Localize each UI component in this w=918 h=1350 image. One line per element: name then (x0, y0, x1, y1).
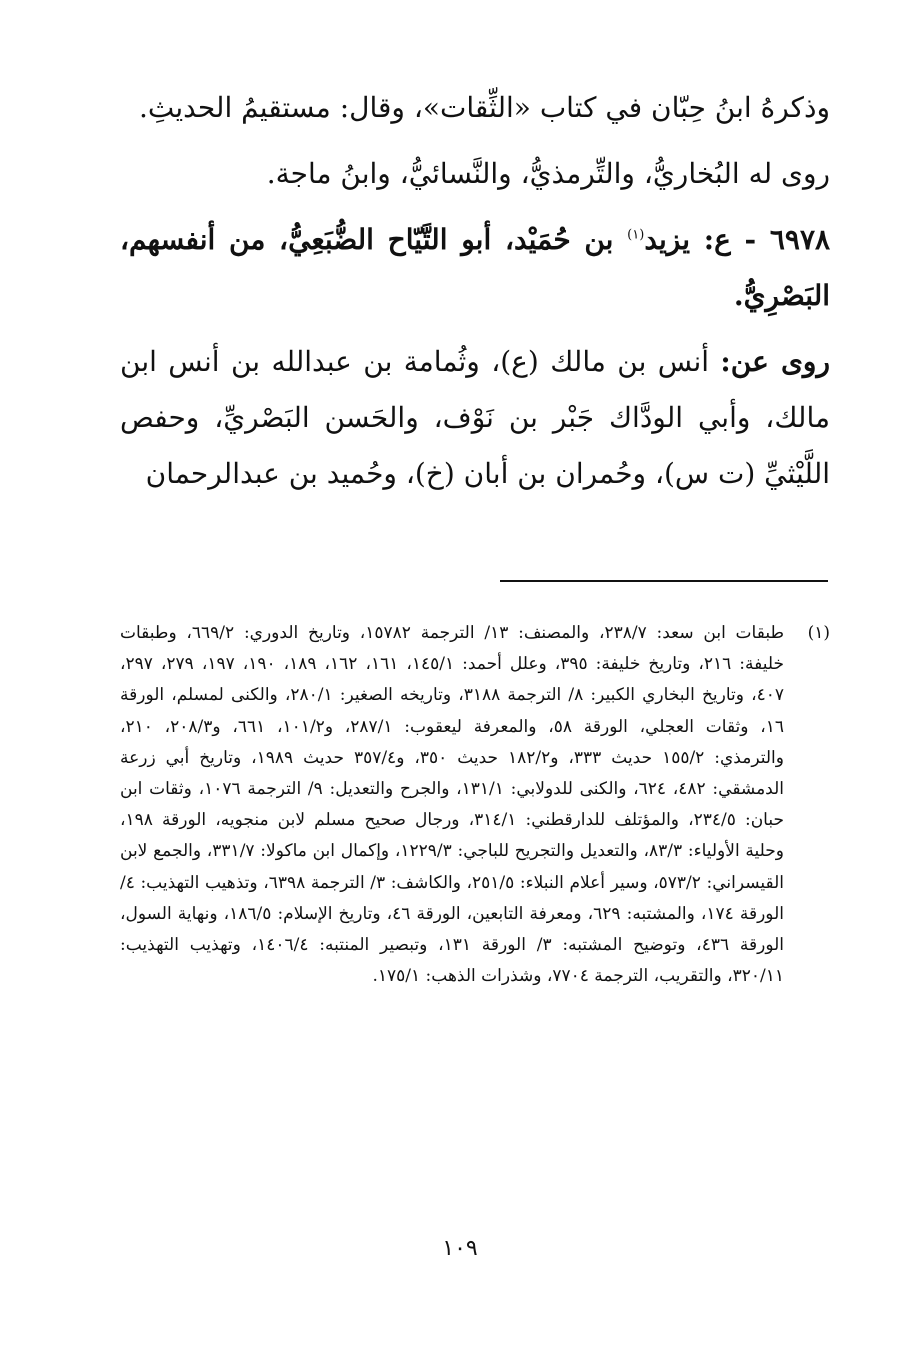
footnote-reference[interactable]: (١) (627, 227, 645, 243)
narrated-from-label: روى عن: (720, 345, 830, 378)
page-number: ١٠٩ (442, 1236, 478, 1261)
footnote-text: طبقات ابن سعد: ٢٣٨/٧، والمصنف: ١٣/ الترجمة ١٥٧٨٢، وتاريخ الدوري: ٦٦٩/٢، وطبقات خليفة: ٢١٦، وتاريخ خليفة: ٣٩٥، وعلل أحمد: ١٤٥/١، ١٦١، ١٦٢، ١٨٩، ١٩٠، ١٩٧، ٢٧٩، ٢٩٧، ٤٠٧، وتاريخ البخاري الكبير: ٨/ الترجمة ٣١٨٨، وتاريخه الصغير: ٢٨٠/١، والكنى لمسلم، الورقة ١٦، وثقات العجلي، الورقة ٥٨، والمعرفة ليعقوب: ٢٨٧/١، و١٠١/٢، ٦٦١، و٢٠٨/٣، ٢١٠، والترمذي: ١٥٥/٢ حديث ٣٣٣، و١٨٢/٢ حديث ٣٥٠، و٣٥٧/٤ حديث ١٩٨٩، وتاريخ أبي زرعة الدمشقي: ٤٨٢، ٦٢٤، والكنى للدولابي: ١٣١/١، والجرح والتعديل: ٩/ الترجمة ١٠٧٦، وثقات ابن حبان: ٢٣٤/٥، والمؤتلف للدارقطني: ٣١٤/١، ورجال صحيح مسلم لابن منجويه، الورقة ١٩٨، وحلية الأولياء: ٨٣/٣، والتعديل والتجريح للباجي: ١٢٢٩/٣، وإكمال ابن ماكولا: ٣٣١/٧، والجمع لابن القيسراني: ٥٧٣/٢، وسير أعلام النبلاء: ٢٥١/٥، والكاشف: ٣/ الترجمة ٦٣٩٨، وتذهيب التهذيب: ٤/ الورقة ١٧٤، والمشتبه: ٦٢٩، ومعرفة التابعين، الورقة ٤٦، وتاريخ الإسلام: ١٨٦/٥، ونهاية السول، الورقة ٤٣٦، وتوضيح المشتبه: ٣/ الورقة ١٣١، وتبصير المنتبه: ١٤٠٦/٤، وتهذيب التهذيب: ٣٢٠/١١، والتقريب، الترجمة ٧٧٠٤، وشذرات الذهب: ١٧٥/١. (120, 623, 785, 987)
entry-number: ٦٩٧٨ (769, 223, 831, 256)
narrated-from-paragraph (120, 334, 830, 502)
entry-heading-name: - ع: يزيد (644, 223, 770, 256)
footnote-marker: (١) (807, 623, 830, 643)
entry-heading (120, 212, 830, 324)
footnote-separator (500, 580, 828, 582)
narrated-from-text: أنس بن مالك (ع)، وثُمامة بن عبدالله بن أنس ابن مالك، وأبي الودَّاك جَبْر بن نَوْف، والحَسن البَصْريِّ، وحفص اللَّيْثيِّ (ت س)، وحُمران بن أبان (خ)، وحُميد بن عبدالرحمان (120, 345, 830, 490)
footnote (120, 618, 830, 992)
paragraph-narrators: روى له البُخاريُّ، والتِّرمذيُّ، والنَّسائيُّ، وابنُ ماجة. (266, 157, 830, 190)
paragraph-ibn-hibban: وذكرهُ ابنُ حِبّان في كتاب «الثِّقات»، وقال: مستقيمُ الحديثِ. (138, 91, 830, 124)
entry-heading-rest: بن حُمَيْد، أبو التَّيّاح الضُّبَعِيُّ، من أنفسهم، البَصْرِيُّ. (120, 223, 830, 312)
main-text (120, 80, 830, 512)
